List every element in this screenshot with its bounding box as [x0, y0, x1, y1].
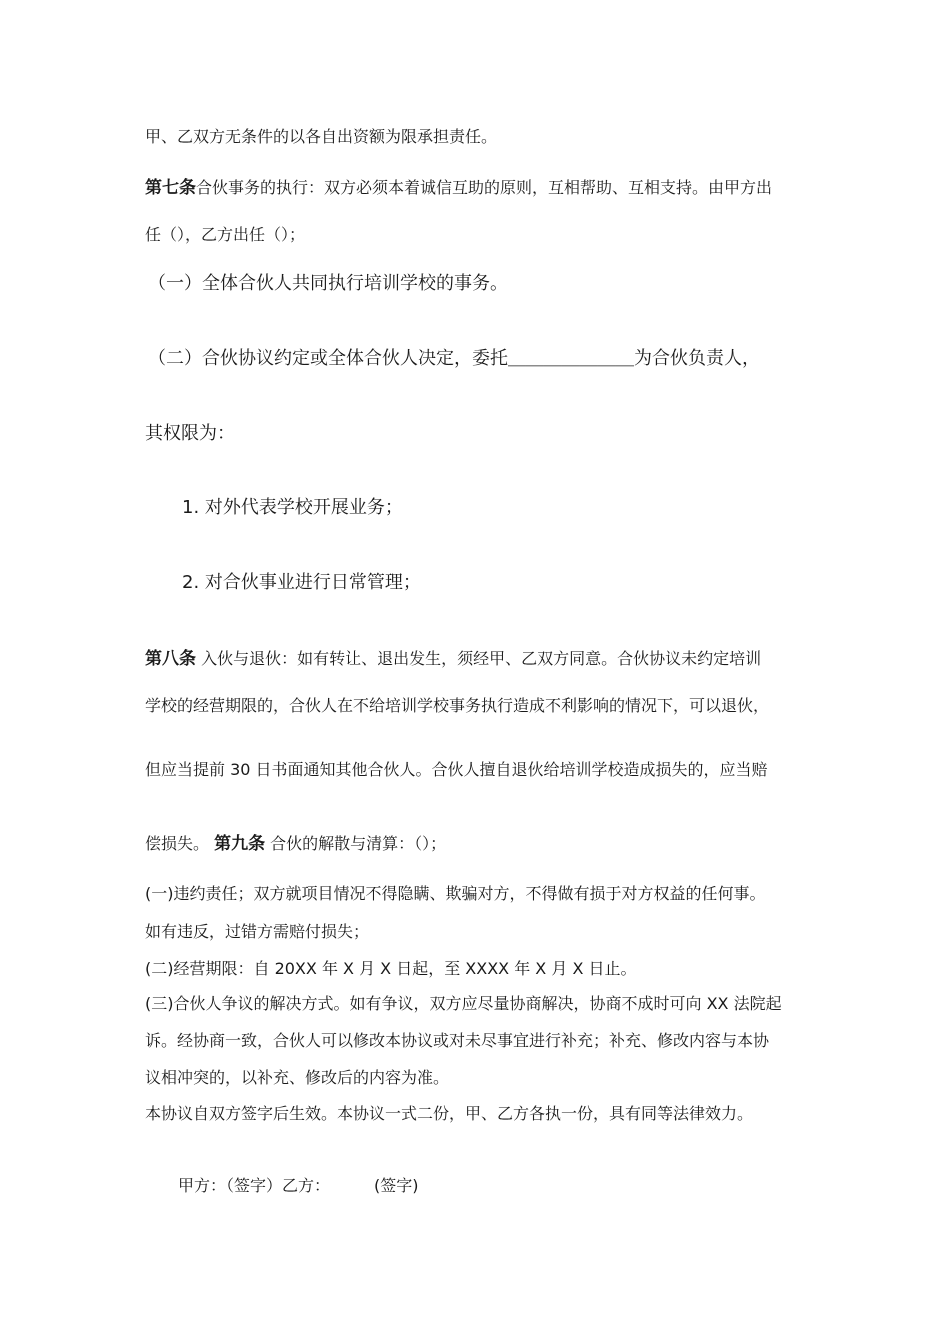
signature-line: [178, 1178, 419, 1194]
effective-clause: 本协议自双方签字后生效。本协议一式二份，甲、乙方各执一份，具有同等法律效力。: [145, 1104, 754, 1123]
clause-3-line-3: 议相冲突的，以补充、修改后的内容为准。: [145, 1068, 450, 1087]
signature-party-b: (签字): [374, 1176, 419, 1195]
article-7-item-1: （一）全体合伙人共同执行培训学校的事务。: [148, 273, 508, 294]
clause-1-line-1: (一)违约责任；双方就项目情况不得隐瞒、欺骗对方，不得做有损于对方权益的任何事。: [145, 884, 766, 903]
article-7-text: 合伙事务的执行：双方必须本着诚信互助的原则，互相帮助、互相支持。由甲方出: [196, 178, 773, 197]
article-8-line-1: [145, 651, 761, 668]
clause-1-line-2: 如有违反，过错方需赔付损失；: [145, 922, 370, 941]
article-7-heading: 第七条: [145, 178, 196, 198]
article-7-subitem-2: 2. 对合伙事业进行日常管理；: [182, 572, 421, 593]
article-9-text: 合伙的解散与清算：（）；: [265, 834, 447, 853]
article-8-end: 偿损失。: [145, 834, 215, 853]
article-8-text: 入伙与退伙：如有转让、退出发生，须经甲、乙双方同意。合伙协议未约定培训: [196, 649, 762, 668]
article-8-line-3: 但应当提前 30 日书面通知其他合伙人。合伙人擅自退伙给培训学校造成损失的，应当赔: [145, 760, 768, 779]
article-7-subitem-1: 1. 对外代表学校开展业务；: [182, 497, 403, 518]
article-8-heading: 第八条: [145, 649, 196, 669]
article-7-line-2: 任（），乙方出任（）；: [145, 225, 306, 244]
article-7-item-2: （二）合伙协议约定或全体合伙人决定，委托＿＿＿＿＿＿＿为合伙负责人，: [148, 348, 760, 369]
article-8-line-4: [145, 836, 446, 853]
clause-3-line-1: (三)合伙人争议的解决方式。如有争议，双方应尽量协商解决，协商不成时可向 XX 法院起: [145, 994, 782, 1013]
article-7-item-2-continued: 其权限为：: [145, 423, 235, 444]
article-9-heading: 第九条: [214, 834, 266, 854]
article-8-line-2: 学校的经营期限的，合伙人在不给培训学校事务执行造成不利影响的情况下，可以退伙，: [145, 696, 770, 715]
clause-2: (二)经营期限：自 20XX 年 X 月 X 日起，至 XXXX 年 X 月 X 日止。: [145, 959, 637, 978]
article-7-line-1: [145, 180, 772, 197]
signature-party-a: 甲方：（签字）乙方：: [178, 1176, 331, 1195]
clause-3-line-2: 诉。经协商一致，合伙人可以修改本协议或对未尽事宜进行补充；补充、修改内容与本协: [145, 1031, 770, 1050]
paragraph-liability: 甲、乙双方无条件的以各自出资额为限承担责任。: [145, 127, 498, 146]
